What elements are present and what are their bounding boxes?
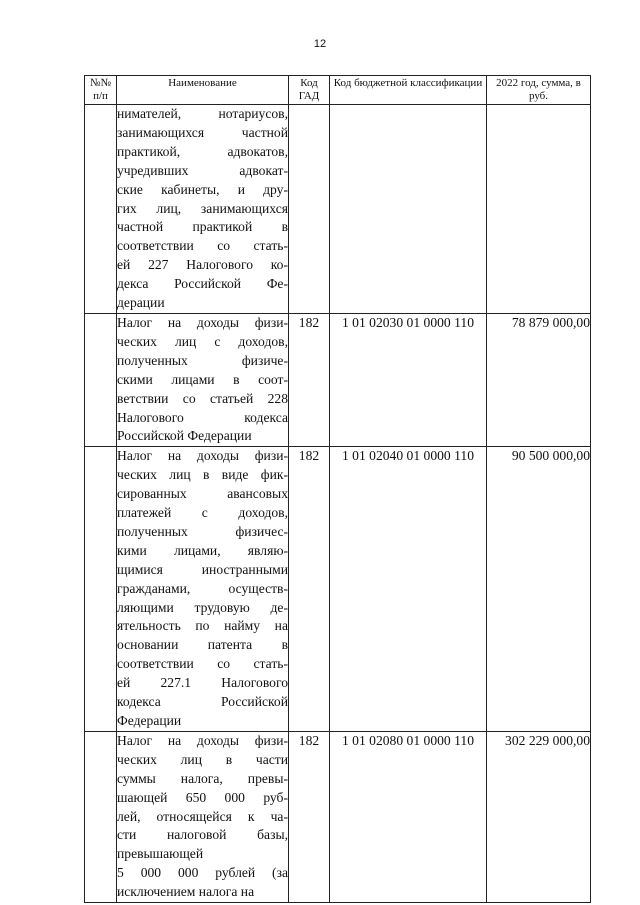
row-name-cell	[117, 447, 289, 732]
row-name-cell	[117, 105, 289, 314]
row-number-cell	[85, 105, 117, 314]
name-line: нимателей, нотариусов,	[117, 106, 288, 121]
name-line: занимающихся частной	[117, 124, 288, 140]
name-line: гих лиц, занимающихся	[117, 200, 288, 216]
table-body	[85, 105, 591, 903]
row-amount-cell: 302 229 000,00	[487, 731, 591, 902]
row-gad-code-cell: 182	[289, 313, 330, 446]
row-number-cell	[85, 313, 117, 446]
row-number-cell	[85, 447, 117, 732]
name-line: суммы налога, превы-	[117, 770, 288, 786]
row-gad-code-cell: 182	[289, 447, 330, 732]
header-gad-code: Код ГАД	[289, 76, 330, 105]
header-budget-classification-code: Код бюджетной классификации	[330, 76, 487, 105]
name-line: декса Российской Фе-	[117, 276, 288, 292]
name-line: кодекса Российской	[117, 694, 288, 710]
name-line: ятельность по найму на	[117, 618, 288, 634]
row-number-cell	[85, 731, 117, 902]
name-line: Налог на доходы физи-	[117, 448, 288, 464]
header-amount-2022: 2022 год, сумма, в руб.	[487, 76, 591, 105]
table-row	[85, 105, 591, 314]
name-line: ческих лиц с доходов,	[117, 333, 288, 349]
row-budget-code-cell: 1 01 02040 01 0000 110	[330, 447, 487, 732]
name-line: исключением налога на	[117, 884, 255, 900]
table-row	[85, 447, 591, 732]
table-row	[85, 313, 591, 446]
name-line: полученных физичес-	[117, 523, 288, 539]
name-line: 5 000 000 рублей (за	[117, 865, 288, 881]
name-line: соответствии со стать-	[117, 238, 288, 254]
name-line: ческих лиц в части	[117, 751, 288, 767]
row-gad-code-cell	[289, 105, 330, 314]
name-line: щимися иностранными	[117, 561, 288, 577]
row-amount-cell: 90 500 000,00	[487, 447, 591, 732]
name-line: ляющими трудовую де-	[117, 599, 288, 615]
row-budget-code-cell: 1 01 02080 01 0000 110	[330, 731, 487, 902]
row-budget-code-cell	[330, 105, 487, 314]
name-line: Налог на доходы физи-	[117, 314, 288, 330]
row-name-cell	[117, 313, 289, 446]
name-line: превышающей	[117, 846, 204, 862]
name-line: Налог на доходы физи-	[117, 732, 288, 748]
name-line: соответствии со стать-	[117, 656, 288, 672]
header-name: Наименование	[117, 76, 289, 105]
name-line: гражданами, осуществ-	[117, 580, 288, 596]
table-header-row	[85, 76, 591, 105]
name-line: ей 227 Налогового ко-	[117, 257, 288, 273]
name-line: учредивших адвокат-	[117, 162, 288, 178]
name-line: основании патента в	[117, 637, 288, 653]
name-line: шающей 650 000 руб-	[117, 789, 288, 805]
row-amount-cell: 78 879 000,00	[487, 313, 591, 446]
name-line: скими лицами в соот-	[117, 371, 288, 387]
page-number: 12	[313, 38, 327, 50]
name-line: ские кабинеты, и дру-	[117, 181, 288, 197]
row-gad-code-cell: 182	[289, 731, 330, 902]
name-line: ветствии со статьей 228	[117, 390, 288, 406]
name-line: ей 227.1 Налогового	[117, 675, 288, 691]
name-line: частной практикой в	[117, 219, 288, 235]
name-line: лей, относящейся к ча-	[117, 808, 288, 824]
name-line: Федерации	[117, 713, 182, 728]
name-line: сти налоговой базы,	[117, 827, 288, 843]
name-line: практикой, адвокатов,	[117, 143, 288, 159]
row-name-cell	[117, 731, 289, 902]
budget-revenue-table	[84, 75, 591, 903]
table-row	[85, 731, 591, 902]
name-line: полученных физиче-	[117, 352, 288, 368]
name-line: кими лицами, являю-	[117, 542, 288, 558]
name-line: Российской Федерации	[117, 428, 252, 444]
header-number: №№ п/п	[85, 76, 117, 105]
name-line: дерации	[117, 295, 165, 311]
name-line: сированных авансовых	[117, 486, 288, 502]
name-line: платежей с доходов,	[117, 505, 288, 521]
row-amount-cell	[487, 105, 591, 314]
row-budget-code-cell: 1 01 02030 01 0000 110	[330, 313, 487, 446]
name-line: ческих лиц в виде фик-	[117, 467, 288, 483]
name-line: Налогового кодекса	[117, 409, 288, 425]
